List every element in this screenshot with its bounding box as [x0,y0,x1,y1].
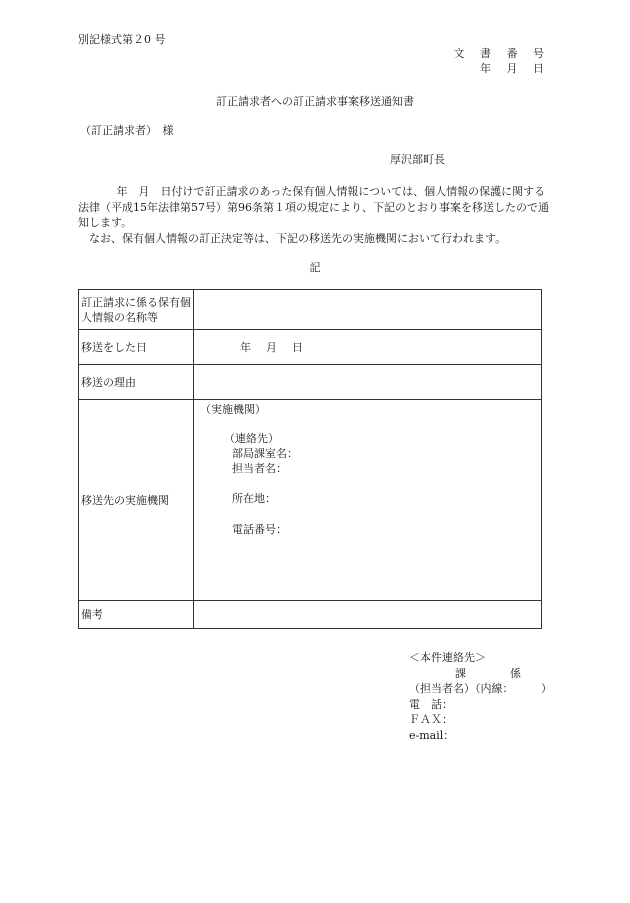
document-number-label: 文 書 番 号 [453,47,550,60]
contact-fax: ＦＡＸ： [409,713,453,726]
row-label-transfer-date: 移送をした日 [79,330,194,365]
ki-heading: 記 [309,261,321,274]
body-paragraph-1 [78,184,556,231]
row-value-info-name [194,290,542,330]
destination-contact-label: （連絡先） [224,432,279,445]
table-row [79,330,542,365]
destination-phone-label: 電話番号： [232,523,287,536]
body-text [78,184,556,246]
table-row [79,290,542,330]
row-value-destination [194,400,542,601]
form-number: 別記様式第２0 号 [78,33,166,46]
row-value-transfer-date [194,330,542,365]
destination-org-label: （実施機関） [200,403,266,416]
addressee: （訂正請求者） 様 [80,124,174,137]
destination-person-label: 担当者名： [232,462,287,475]
document-title: 訂正請求者への訂正請求事案移送通知書 [216,95,414,108]
row-value-transfer-reason [194,365,542,400]
contact-heading: ＜本件連絡先＞ [409,651,486,664]
table-row [79,365,542,400]
transfer-info-table [78,289,542,629]
contact-section: 課 係 [455,666,521,680]
contact-block [409,650,552,743]
row-label-remarks: 備考 [79,601,194,629]
row-label-destination: 移送先の実施機関 [79,400,194,601]
transfer-date-value: 年 月 日 [240,340,305,354]
contact-phone: 電 話： [409,697,453,711]
destination-dept-label: 部局課室名： [232,447,298,460]
row-label-info-name: 訂正請求に係る保有個人情報の名称等 [79,290,194,330]
body-paragraph-2: なお、保有個人情報の訂正決定等は、下記の移送先の実施機関において行われます。 [89,231,507,245]
contact-person: （担当者名）（内線： ） [409,682,552,695]
table-row [79,601,542,629]
row-label-transfer-reason: 移送の理由 [79,365,194,400]
table-row [79,400,542,601]
body-paragraph-1-text: 年 月 日付けで訂正請求のあった保有個人情報については、個人情報の保護に関する法律（平成15年法律第57号）第96条第１項の規定により、下記のとおり事案を移送したので通知します。 [78,185,549,229]
sender: 厚沢部町長 [390,153,445,166]
row-value-remarks [194,601,542,629]
document-date-label: 年 月 日 [480,62,550,75]
contact-email: e-mail： [409,728,455,742]
destination-address-label: 所在地： [232,492,276,505]
